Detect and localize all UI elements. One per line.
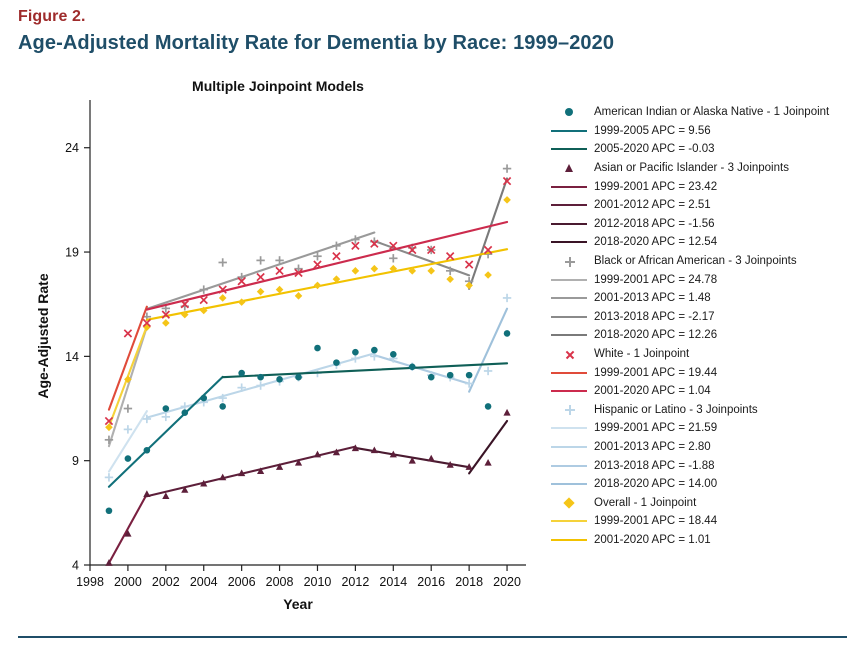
data-point xyxy=(124,330,131,337)
data-point xyxy=(409,363,416,370)
data-point xyxy=(503,196,511,204)
chart-legend xyxy=(551,103,851,549)
legend-marker-icon xyxy=(551,105,587,119)
x-tick-label: 2020 xyxy=(493,575,521,589)
data-point xyxy=(219,403,226,410)
chart-title: Multiple Joinpoint Models xyxy=(192,78,364,94)
point-circle xyxy=(485,403,492,410)
x-axis-title: Year xyxy=(283,596,313,612)
legend-item xyxy=(551,196,851,215)
data-point xyxy=(389,254,397,262)
point-circle xyxy=(447,372,454,379)
legend-item xyxy=(551,456,851,475)
data-point xyxy=(333,253,340,260)
legend-line-icon xyxy=(551,533,587,547)
legend-item xyxy=(551,252,851,271)
legend-item-label: White - 1 Joinpoint xyxy=(594,348,690,361)
x-tick-label: 2014 xyxy=(379,575,408,589)
data-point xyxy=(144,447,151,454)
legend-item xyxy=(551,475,851,494)
data-point xyxy=(352,349,359,356)
legend-item xyxy=(551,308,851,327)
legend-item xyxy=(551,401,851,420)
legend-item-label: 2018-2020 APC = 12.26 xyxy=(594,329,718,342)
legend-marker-icon xyxy=(551,254,587,268)
legend-item-label: 1999-2001 APC = 19.44 xyxy=(594,366,718,379)
legend-item xyxy=(551,326,851,345)
legend-item-label: 2001-2013 APC = 2.80 xyxy=(594,440,711,453)
data-point xyxy=(503,294,511,302)
point-circle xyxy=(428,374,435,381)
data-point xyxy=(466,372,473,379)
data-point xyxy=(256,256,264,264)
data-point xyxy=(257,273,264,280)
point-diamond xyxy=(484,271,492,279)
trend-segment xyxy=(374,241,469,275)
point-circle xyxy=(371,347,378,354)
legend-item xyxy=(551,103,851,122)
legend-item xyxy=(551,233,851,252)
legend-line-icon xyxy=(551,421,587,435)
legend-item-label: Asian or Pacific Islander - 3 Joinpoints xyxy=(594,162,789,175)
data-point xyxy=(427,267,435,275)
point-circle xyxy=(144,447,151,454)
x-tick-label: 1998 xyxy=(76,575,104,589)
legend-item xyxy=(551,270,851,289)
point-circle xyxy=(106,507,113,514)
data-point xyxy=(314,282,322,290)
legend-item-label: 2001-2013 APC = 1.48 xyxy=(594,292,711,305)
y-tick-label: 14 xyxy=(65,349,79,364)
legend-line-icon xyxy=(551,235,587,249)
point-diamond xyxy=(446,275,454,283)
y-tick-label: 24 xyxy=(65,141,79,156)
x-tick-label: 2002 xyxy=(151,575,180,589)
point-diamond xyxy=(219,294,227,302)
point-triangle xyxy=(503,409,510,416)
series-3 xyxy=(105,178,510,425)
legend-line-icon xyxy=(551,217,587,231)
legend-line-icon xyxy=(551,310,587,324)
point-diamond xyxy=(371,265,379,273)
data-point xyxy=(238,298,246,306)
data-point xyxy=(371,265,379,273)
point-diamond xyxy=(503,196,511,204)
point-circle xyxy=(390,351,397,358)
x-tick-label: 2006 xyxy=(227,575,256,589)
trend-segment xyxy=(469,309,507,392)
trend-segment xyxy=(109,307,147,410)
legend-marker-icon xyxy=(551,403,587,417)
legend-line-icon xyxy=(551,291,587,305)
data-point xyxy=(276,267,283,274)
data-point xyxy=(162,319,170,327)
data-point xyxy=(466,261,473,268)
y-axis-title: Age-Adjusted Rate xyxy=(35,273,51,399)
legend-line-icon xyxy=(551,328,587,342)
legend-item-label: 1999-2001 APC = 23.42 xyxy=(594,180,718,193)
legend-item xyxy=(551,512,851,531)
chart-panel xyxy=(18,68,538,628)
data-point xyxy=(295,292,303,300)
x-tick-label: 2018 xyxy=(455,575,484,589)
point-circle xyxy=(295,374,302,381)
legend-item-label: 1999-2001 APC = 21.59 xyxy=(594,422,718,435)
legend-item-label: 2013-2018 APC = -1.88 xyxy=(594,459,715,472)
data-point xyxy=(257,374,264,381)
legend-item xyxy=(551,363,851,382)
legend-line-icon xyxy=(551,384,587,398)
legend-marker-icon xyxy=(551,161,587,175)
data-point xyxy=(447,253,454,260)
data-point xyxy=(352,267,360,275)
point-diamond xyxy=(238,298,246,306)
series-0 xyxy=(106,330,511,514)
legend-line-icon xyxy=(551,273,587,287)
y-tick-label: 19 xyxy=(65,245,79,260)
x-tick-label: 2010 xyxy=(303,575,332,589)
legend-item-label: 2018-2020 APC = 12.54 xyxy=(594,236,718,249)
point-diamond xyxy=(257,288,265,296)
legend-item-label: 2001-2020 APC = 1.01 xyxy=(594,533,711,546)
data-point xyxy=(256,381,264,389)
point-diamond xyxy=(162,319,170,327)
point-triangle xyxy=(428,455,435,462)
trend-segment xyxy=(109,411,147,471)
data-point xyxy=(351,354,359,362)
page-title: Age-Adjusted Mortality Rate for Dementia by Race: 1999–2020 xyxy=(18,32,615,54)
point-diamond xyxy=(295,292,303,300)
data-point xyxy=(485,403,492,410)
legend-line-icon xyxy=(551,366,587,380)
data-point xyxy=(503,409,510,416)
legend-line-icon xyxy=(551,440,587,454)
legend-item-label: 1999-2005 APC = 9.56 xyxy=(594,124,711,137)
point-triangle xyxy=(314,451,321,458)
point-diamond xyxy=(352,267,360,275)
legend-item xyxy=(551,122,851,141)
data-point xyxy=(314,345,321,352)
point-circle xyxy=(504,330,511,337)
legend-item xyxy=(551,345,851,364)
trend-segment xyxy=(109,494,147,563)
legend-item xyxy=(551,382,851,401)
x-tick-label: 2000 xyxy=(114,575,142,589)
legend-item xyxy=(551,289,851,308)
legend-line-icon xyxy=(551,514,587,528)
x-tick-label: 2012 xyxy=(341,575,370,589)
legend-item-label: 2018-2020 APC = 14.00 xyxy=(594,478,718,491)
data-point xyxy=(218,258,226,266)
data-point xyxy=(237,273,245,281)
legend-line-icon xyxy=(551,142,587,156)
legend-item-label: Black or African American - 3 Joinpoints xyxy=(594,255,797,268)
data-point xyxy=(200,285,208,293)
legend-line-icon xyxy=(551,198,587,212)
point-circle xyxy=(181,409,188,416)
data-point xyxy=(446,275,454,283)
legend-item xyxy=(551,215,851,234)
legend-line-icon xyxy=(551,180,587,194)
data-point xyxy=(219,294,227,302)
data-point xyxy=(332,242,340,250)
legend-item-label: 2001-2012 APC = 2.51 xyxy=(594,199,711,212)
data-point xyxy=(295,374,302,381)
point-circle xyxy=(276,376,283,383)
data-point xyxy=(105,473,113,481)
data-point xyxy=(504,330,511,337)
data-point xyxy=(371,347,378,354)
data-point xyxy=(428,374,435,381)
legend-item-label: 1999-2001 APC = 18.44 xyxy=(594,515,718,528)
legend-item-label: 2005-2020 APC = -0.03 xyxy=(594,143,715,156)
legend-item-label: Hispanic or Latino - 3 Joinpoints xyxy=(594,403,758,416)
data-point xyxy=(447,372,454,379)
data-point xyxy=(428,455,435,462)
legend-item-label: 2012-2018 APC = -1.56 xyxy=(594,217,715,230)
point-circle xyxy=(333,359,340,366)
legend-marker-icon xyxy=(551,496,587,510)
legend-item xyxy=(551,177,851,196)
legend-item xyxy=(551,531,851,550)
legend-item-label: 2013-2018 APC = -2.17 xyxy=(594,310,715,323)
legend-item-label: American Indian or Alaska Native - 1 Joinpoint xyxy=(594,106,830,119)
legend-marker-icon xyxy=(551,347,587,361)
data-point xyxy=(390,351,397,358)
data-point xyxy=(238,370,245,377)
x-tick-label: 2008 xyxy=(265,575,294,589)
legend-item xyxy=(551,493,851,512)
chart-plot xyxy=(18,68,538,598)
data-point xyxy=(124,404,132,412)
point-diamond xyxy=(314,282,322,290)
data-point xyxy=(257,288,265,296)
legend-item xyxy=(551,159,851,178)
y-tick-label: 9 xyxy=(72,454,79,469)
point-circle xyxy=(314,345,321,352)
legend-line-icon xyxy=(551,459,587,473)
point-circle xyxy=(466,372,473,379)
x-tick-label: 2004 xyxy=(189,575,218,589)
point-diamond xyxy=(427,267,435,275)
trend-segment xyxy=(223,363,507,377)
x-tick-label: 2016 xyxy=(417,575,446,589)
data-point xyxy=(200,296,207,303)
figure-label: Figure 2. xyxy=(18,8,86,25)
data-point xyxy=(163,405,170,412)
point-circle xyxy=(200,395,207,402)
legend-item xyxy=(551,419,851,438)
point-circle xyxy=(125,455,132,462)
point-circle xyxy=(409,363,416,370)
legend-line-icon xyxy=(551,124,587,138)
y-tick-label: 4 xyxy=(72,558,79,573)
point-circle xyxy=(352,349,359,356)
data-point xyxy=(106,507,113,514)
trend-segment xyxy=(147,447,356,497)
point-triangle xyxy=(143,490,150,497)
point-circle xyxy=(219,403,226,410)
point-circle xyxy=(238,370,245,377)
data-point xyxy=(503,164,511,172)
point-triangle xyxy=(484,459,491,466)
legend-line-icon xyxy=(551,477,587,491)
data-point xyxy=(143,490,150,497)
legend-item-label: 2001-2020 APC = 1.04 xyxy=(594,385,711,398)
data-point xyxy=(333,359,340,366)
data-point xyxy=(124,425,132,433)
data-point xyxy=(181,409,188,416)
point-circle xyxy=(163,405,170,412)
point-circle xyxy=(257,374,264,381)
data-point xyxy=(484,367,492,375)
data-point xyxy=(276,376,283,383)
data-point xyxy=(314,451,321,458)
legend-item xyxy=(551,140,851,159)
data-point xyxy=(125,455,132,462)
legend-item-label: 1999-2001 APC = 24.78 xyxy=(594,273,718,286)
legend-item-label: Overall - 1 Joinpoint xyxy=(594,496,697,509)
legend-item xyxy=(551,438,851,457)
data-point xyxy=(484,459,491,466)
footer-divider xyxy=(18,636,847,638)
data-point xyxy=(484,271,492,279)
data-point xyxy=(200,395,207,402)
